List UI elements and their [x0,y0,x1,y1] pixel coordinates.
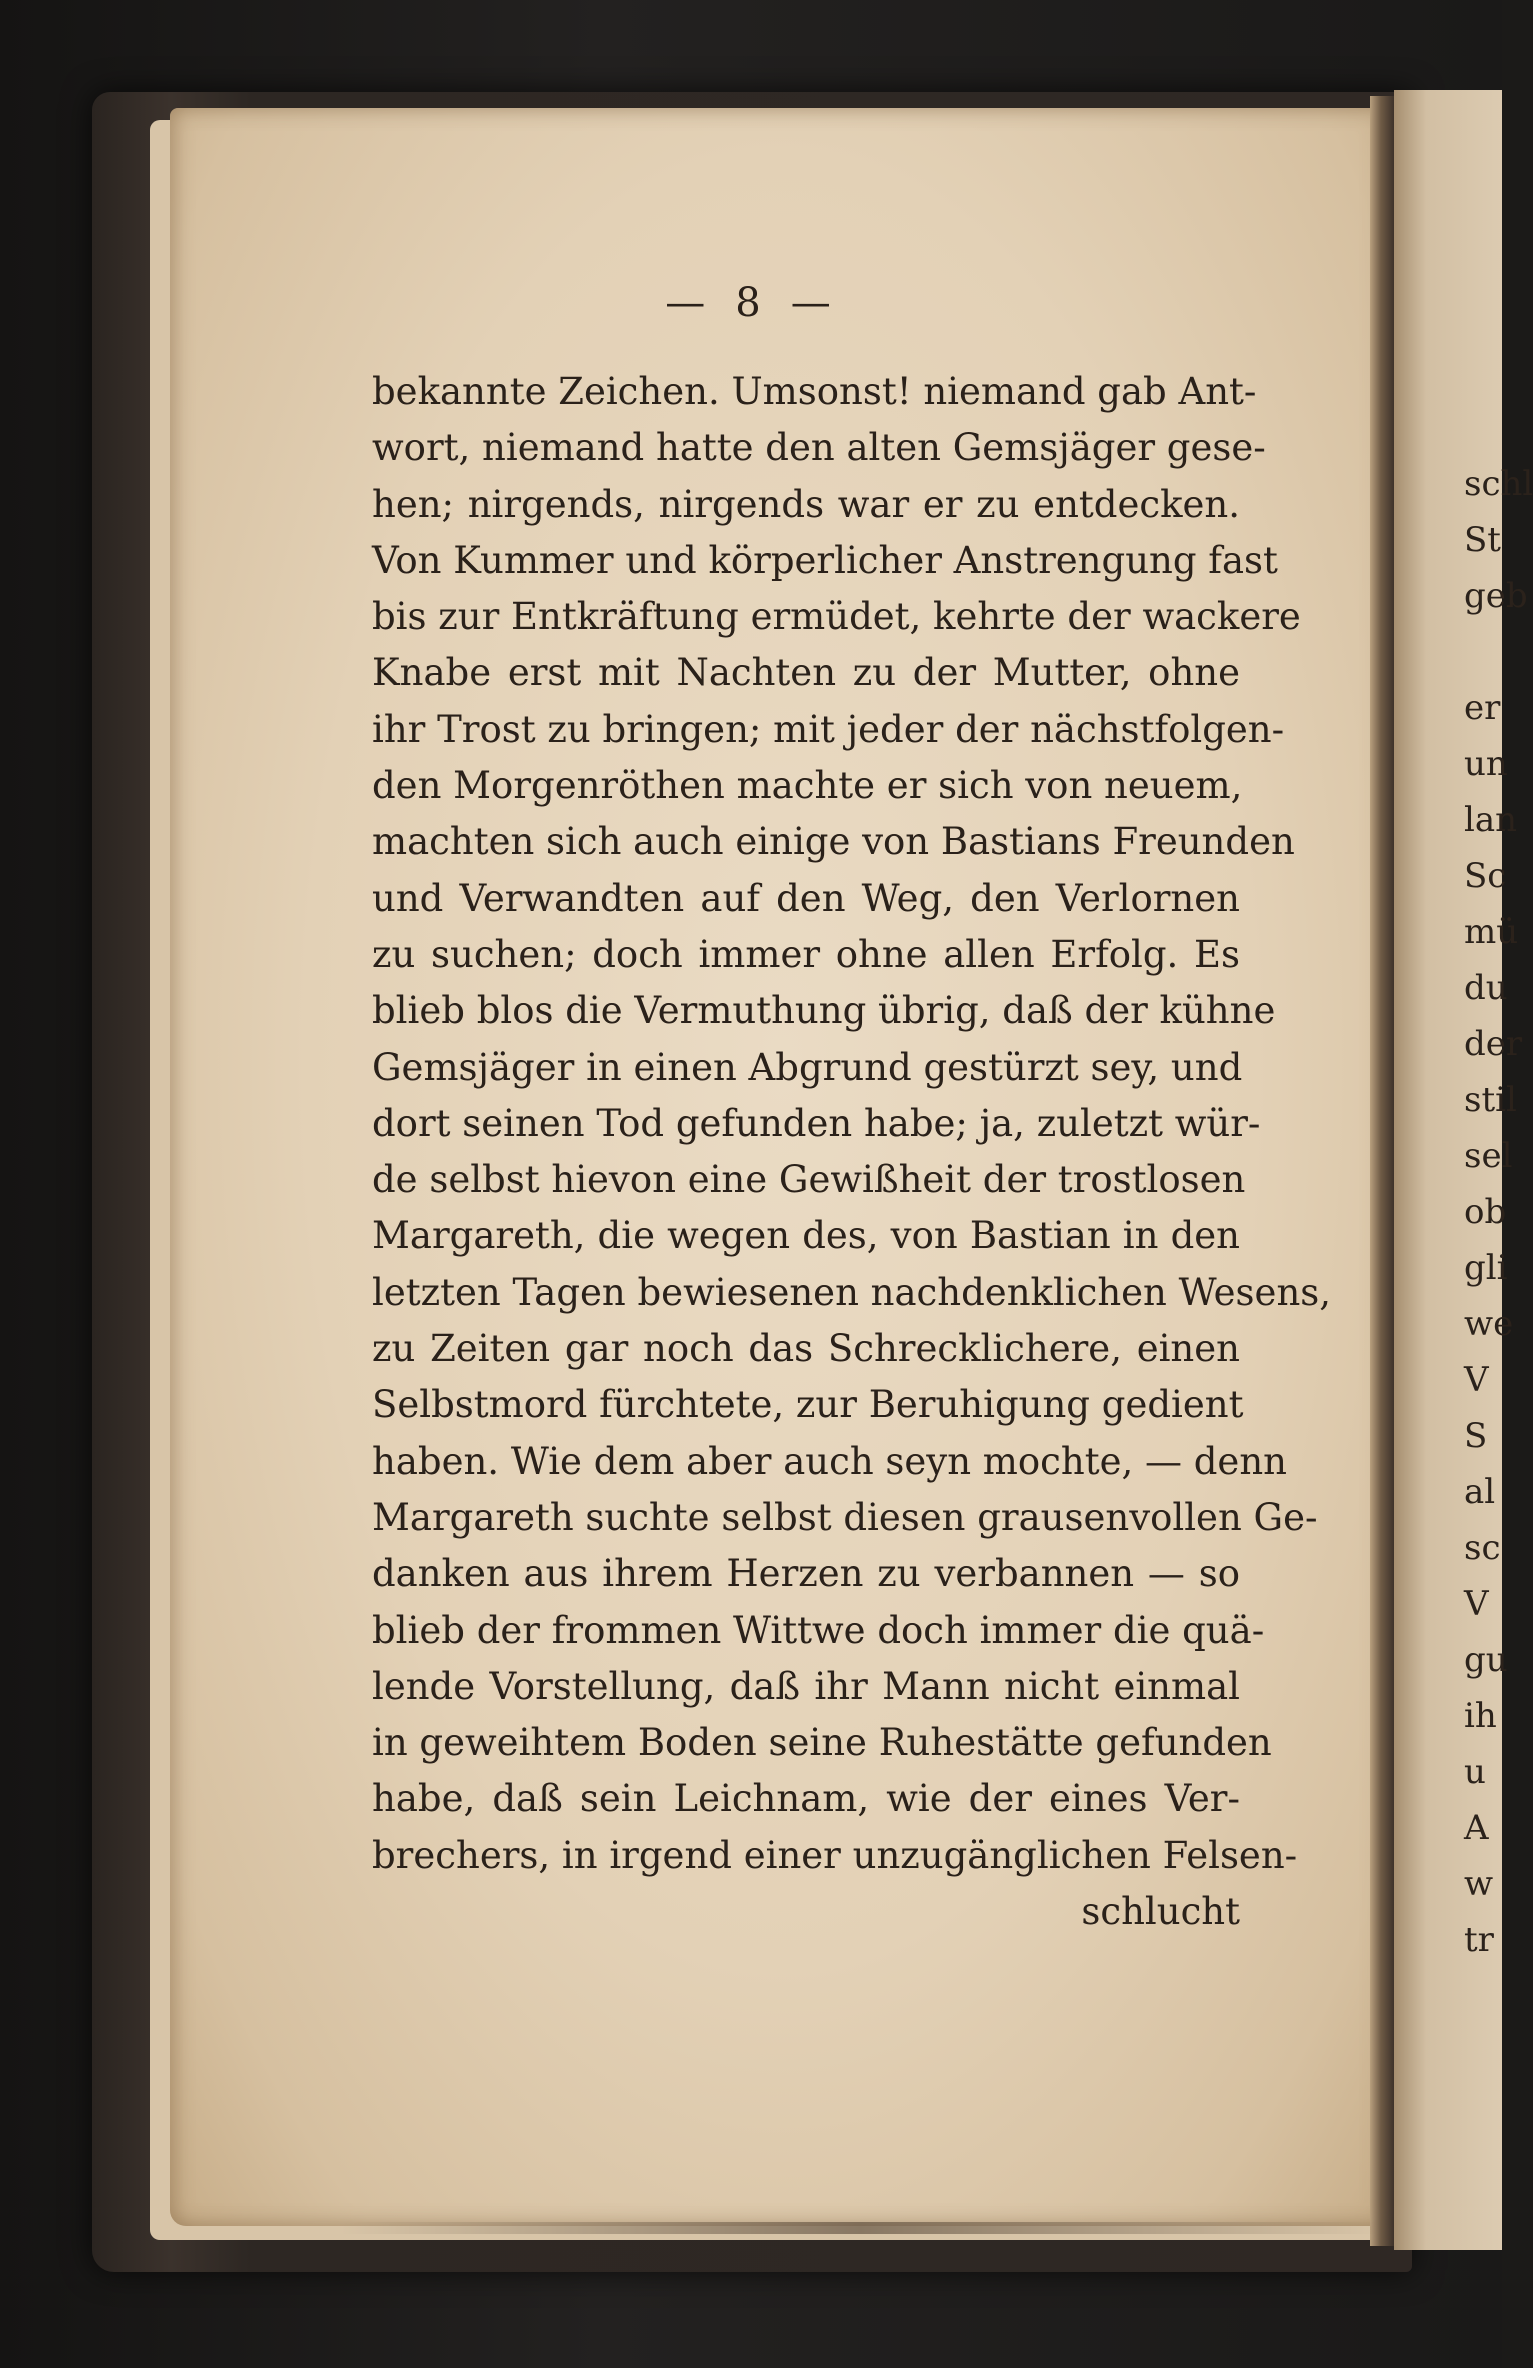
book-gutter [1370,96,1394,2246]
facing-fragment: lan [1464,800,1518,840]
facing-fragment: V [1464,1360,1489,1400]
text-line: habe, daß sein Leichnam, wie der eines Ver- [372,1777,1240,1821]
text-line: Margareth, die wegen des, von Bastian in den [372,1214,1240,1258]
facing-fragment: mü [1464,912,1519,952]
facing-page-edge [1394,90,1533,2250]
catchword: schlucht [1081,1890,1240,1934]
text-line: blieb der frommen Wittwe doch immer die quä- [372,1608,1265,1652]
text-line: bis zur Entkräftung ermüdet, kehrte der wackere [372,595,1301,639]
facing-fragment: tr [1464,1920,1494,1960]
text-line: haben. Wie dem aber auch seyn mochte, — denn [372,1439,1287,1483]
text-line: wort, niemand hatte den alten Gemsjäger gese- [372,426,1266,470]
page-bottom-edge [340,2222,1380,2234]
facing-fragment: al [1464,1472,1496,1512]
page-number-header [0,280,1502,326]
folio-dash-left: — [665,280,712,326]
text-line: letzten Tagen bewiesenen nachdenklichen Wesens, [372,1270,1332,1314]
facing-fragment: ih [1464,1696,1497,1736]
facing-fragment: gu [1464,1640,1508,1680]
text-line: und Verwandten auf den Weg, den Verlornen [372,876,1240,920]
facing-fragment: er [1464,688,1501,728]
facing-fragment: du [1464,968,1508,1008]
text-line: zu suchen; doch immer ohne allen Erfolg. Es [372,932,1240,976]
facing-fragment: gli [1464,1248,1508,1288]
facing-fragment: geb [1464,576,1528,616]
text-line: danken aus ihrem Herzen zu verbannen — so [372,1552,1240,1596]
body-text [372,364,1332,1940]
facing-fragment: V [1464,1584,1489,1624]
facing-fragment: stil [1464,1080,1517,1120]
facing-fragment: ob [1464,1192,1507,1232]
text-line: Gemsjäger in einen Abgrund gestürzt sey, und [372,1045,1243,1089]
text-line: lende Vorstellung, daß ihr Mann nicht einmal [372,1664,1240,1708]
text-line: machten sich auch einige von Bastians Freunden [372,820,1295,864]
facing-fragment: schl [1464,464,1533,504]
text-line: brechers, in irgend einer unzugänglichen Felsen- [372,1833,1298,1877]
facing-fragment: sel [1464,1136,1513,1176]
facing-fragment: S [1464,1416,1488,1456]
page-number: 8 [735,280,767,326]
text-line: Knabe erst mit Nachten zu der Mutter, ohne [372,651,1240,695]
facing-fragment: w [1464,1864,1494,1904]
folio-dash-right: — [790,280,837,326]
text-line: in geweihtem Boden seine Ruhestätte gefunden [372,1721,1272,1765]
text-line: ihr Trost zu bringen; mit jeder der nächstfolgen- [372,707,1285,751]
facing-fragment: Sc [1464,856,1507,896]
text-line: Selbstmord fürchtete, zur Beruhigung gedient [372,1383,1244,1427]
text-line: dort seinen Tod gefunden habe; ja, zuletzt wür- [372,1101,1261,1145]
text-line: Margareth suchte selbst diesen grausenvollen Ge- [372,1495,1318,1539]
text-line: zu Zeiten gar noch das Schrecklichere, einen [372,1327,1240,1371]
text-line: bekannte Zeichen. Umsonst! niemand gab Ant- [372,370,1257,413]
facing-fragment: St [1464,520,1501,560]
text-line: de selbst hievon eine Gewißheit der trostlosen [372,1158,1246,1202]
facing-fragment: u [1464,1752,1486,1792]
facing-fragment: we [1464,1304,1514,1344]
facing-fragment: un [1464,744,1508,784]
text-line: hen; nirgends, nirgends war er zu entdecken. [372,482,1240,526]
text-line: blieb blos die Vermuthung übrig, daß der kühne [372,989,1276,1033]
text-line: Von Kummer und körperlicher Anstrengung fast [372,538,1278,582]
facing-fragment: A [1464,1808,1489,1848]
facing-fragment: der [1464,1024,1523,1064]
text-line: den Morgenröthen machte er sich von neuem, [372,764,1243,808]
facing-fragment: sc [1464,1528,1501,1568]
